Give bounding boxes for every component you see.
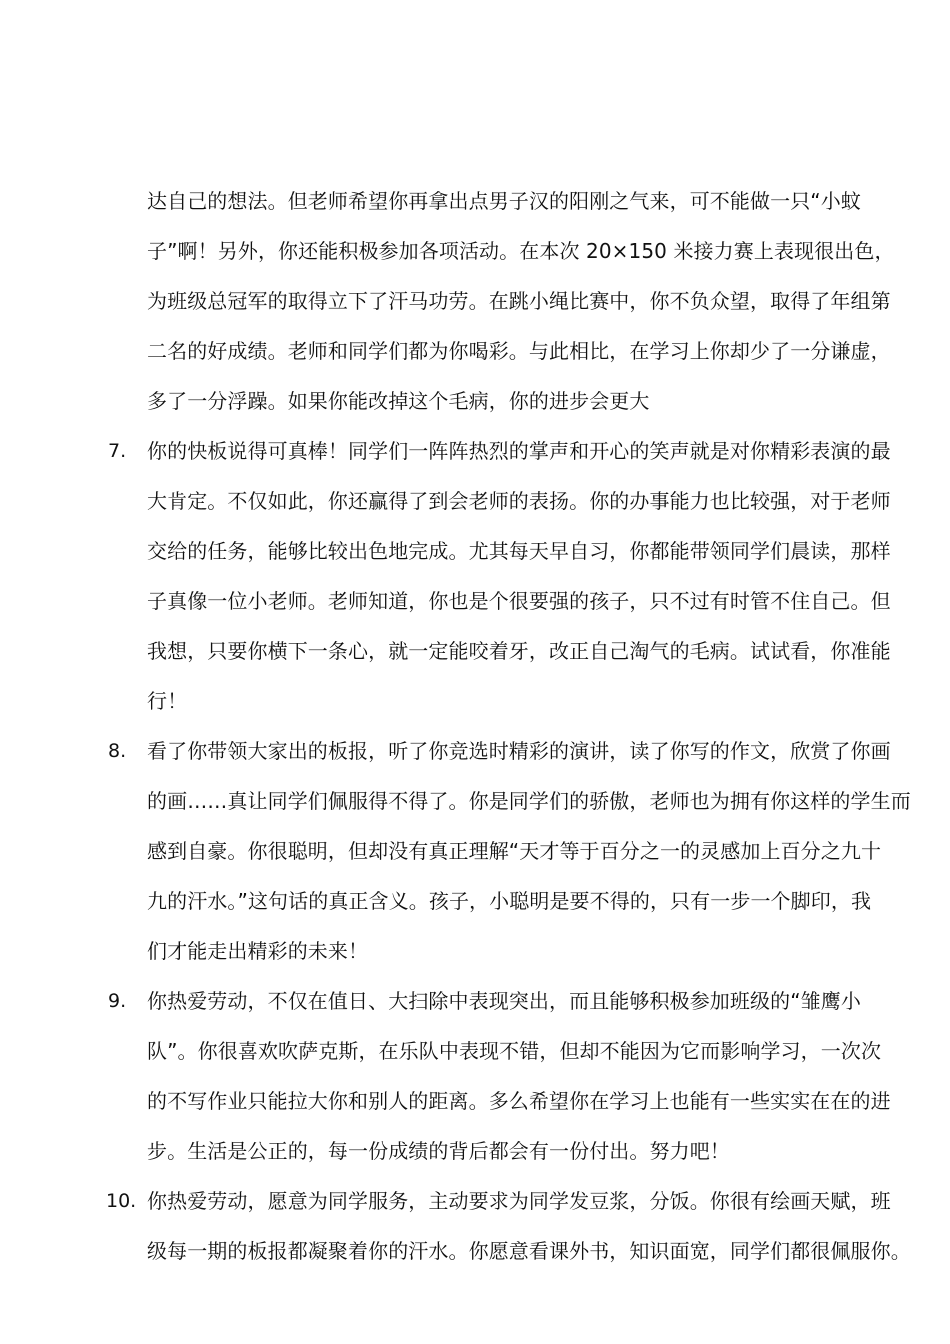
- paragraph-line: 行！: [147, 689, 188, 713]
- paragraph-line: 我想，只要你横下一条心，就一定能咬着牙，改正自己淘气的毛病。试试看，你准能: [147, 639, 891, 663]
- paragraph-line: 二名的好成绩。老师和同学们都为你喝彩。与此相比，在学习上你却少了一分谦虚，: [147, 339, 891, 363]
- paragraph-line: 步。生活是公正的，每一份成绩的背后都会有一份付出。努力吧！: [147, 1139, 730, 1163]
- paragraph-line: 级每一期的板报都凝聚着你的汗水。你愿意看课外书，知识面宽，同学们都很佩服你。: [147, 1239, 911, 1263]
- paragraph-line: 交给的任务，能够比较出色地完成。尤其每天早自习，你都能带领同学们晨读，那样: [147, 539, 891, 563]
- paragraph-line: 队”。你很喜欢吹萨克斯，在乐队中表现不错，但却不能因为它而影响学习，一次次: [147, 1039, 882, 1063]
- paragraph-line: 的不写作业只能拉大你和别人的距离。多么希望你在学习上也能有一些实实在在的进: [147, 1089, 891, 1113]
- list-item-number: 8.: [108, 740, 127, 762]
- paragraph-line: 你的快板说得可真棒！同学们一阵阵热烈的掌声和开心的笑声就是对你精彩表演的最: [147, 439, 891, 463]
- paragraph-line: 你热爱劳动，愿意为同学服务，主动要求为同学发豆浆，分饭。你很有绘画天赋，班: [147, 1189, 891, 1213]
- list-item-number: 9.: [108, 990, 127, 1012]
- paragraph-line: 九的汗水。”这句话的真正含义。孩子，小聪明是要不得的，只有一步一个脚印，我: [147, 889, 872, 913]
- list-item-number: 7.: [108, 440, 127, 462]
- paragraph-line: 感到自豪。你很聪明，但却没有真正理解“天才等于百分之一的灵感加上百分之九十: [147, 839, 882, 863]
- paragraph-line: 的画……真让同学们佩服得不得了。你是同学们的骄傲，老师也为拥有你这样的学生而: [147, 789, 911, 813]
- paragraph-line: 们才能走出精彩的未来！: [147, 939, 369, 963]
- paragraph-line: 大肯定。不仅如此，你还赢得了到会老师的表扬。你的办事能力也比较强，对于老师: [147, 489, 891, 513]
- paragraph-line: 为班级总冠军的取得立下了汗马功劳。在跳小绳比赛中，你不负众望，取得了年组第: [147, 289, 891, 313]
- paragraph-line: 子”啊！另外，你还能积极参加各项活动。在本次 20×150 米接力赛上表现很出色，: [147, 239, 895, 263]
- paragraph-line: 达自己的想法。但老师希望你再拿出点男子汉的阳刚之气来，可不能做一只“小蚊: [147, 189, 861, 213]
- paragraph-line: 子真像一位小老师。老师知道，你也是个很要强的孩子，只不过有时管不住自己。但: [147, 589, 891, 613]
- paragraph-line: 看了你带领大家出的板报，听了你竞选时精彩的演讲，读了你写的作文，欣赏了你画: [147, 739, 891, 763]
- paragraph-line: 多了一分浮躁。如果你能改掉这个毛病，你的进步会更大: [147, 389, 650, 413]
- list-item-number: 10.: [106, 1190, 137, 1212]
- paragraph-line: 你热爱劳动，不仅在值日、大扫除中表现突出，而且能够积极参加班级的“雏鹰小: [147, 989, 861, 1013]
